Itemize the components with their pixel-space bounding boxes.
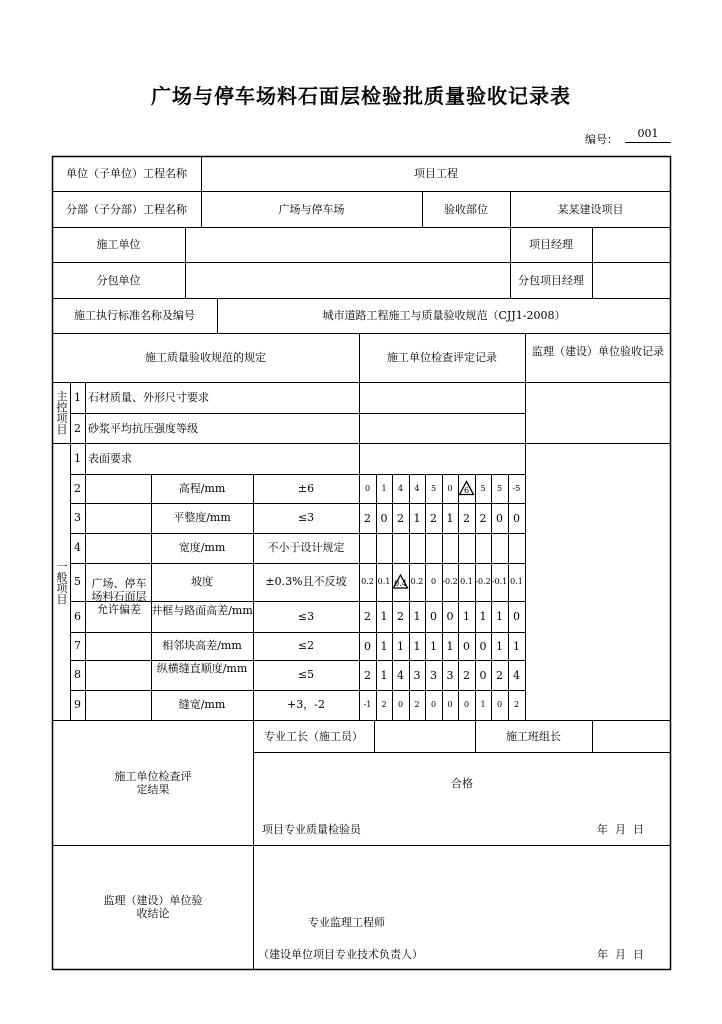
item-tolerance: ±6 (297, 481, 315, 495)
measurement-value: 5 (480, 483, 486, 493)
measurement-value: 1 (413, 639, 421, 653)
measurement-value: 4 (513, 668, 520, 682)
measurement-value: 2 (513, 700, 520, 709)
measurement-value: 2 (430, 511, 437, 525)
measurement-value: 0.2 (410, 577, 424, 586)
general-item-no: 3 (74, 511, 81, 524)
measurement-value: 1 (381, 483, 387, 493)
engineer-label: 专业监理工程师 (308, 916, 385, 929)
measurement-value: 5 (430, 483, 437, 493)
measurement-value: 0 (380, 511, 388, 525)
measurement-value: 1 (496, 610, 503, 623)
sub-project-value: 广场与停车场 (278, 203, 345, 216)
measurement-value: 1 (513, 639, 520, 653)
supervisor-conclusion-label: 监理（建设）单位验收结论 (103, 894, 203, 920)
sub-project-label: 分部（子分部）工程名称 (66, 203, 187, 216)
item-name: 平整度/mm (173, 511, 231, 524)
measurement-value: 0 (447, 700, 453, 709)
item-tolerance: ≤5 (297, 668, 315, 681)
general-item-no: 5 (74, 575, 81, 588)
measurement-value: 0 (513, 511, 520, 525)
item-name: 相邻块高差/mm (162, 639, 242, 652)
item-name: 坡度 (191, 575, 213, 588)
general-item-no: 2 (74, 481, 81, 495)
item-tolerance: +3，-2 (287, 698, 325, 711)
measurement-value: 2 (397, 610, 404, 623)
main-items-label: 主控项目 (56, 390, 68, 436)
measurement-value: 1 (397, 639, 404, 653)
measurement-value: -0.2 (475, 577, 491, 586)
general-item-no: 7 (74, 639, 81, 652)
contractor-label: 施工单位 (96, 238, 141, 251)
standard-label: 施工执行标准名称及编号 (74, 309, 195, 322)
code-label: 编号： (585, 133, 618, 146)
main-item-no-1: 1 (74, 391, 81, 404)
measurement-value: 1 (380, 668, 388, 682)
general-item-no: 6 (74, 609, 81, 623)
measurement-value: 1 (430, 639, 437, 653)
measurement-value: 0 (430, 610, 437, 623)
measurement-value: 0.1 (510, 577, 523, 586)
measurement-value: 2 (496, 668, 503, 682)
check-result-label: 施工单位检查评定结果 (114, 770, 192, 796)
measurement-value: 1 (413, 610, 421, 623)
unit-label: 单位（子单位）工程名称 (66, 167, 187, 180)
measurement-value: 1 (496, 639, 503, 653)
general-items-label: 一般项目 (56, 560, 68, 606)
measurement-value: 6 (463, 485, 470, 495)
team-leader-label: 施工班组长 (506, 730, 561, 743)
owner-label: （建设单位项目专业技术负责人） (258, 948, 423, 961)
measurement-value: 1 (479, 610, 487, 623)
page-title: 广场与停车场料石面层检验批质量验收记录表 (151, 84, 571, 108)
inspector-label: 项目专业质量检验员 (262, 823, 361, 836)
measurement-value: 2 (463, 668, 470, 682)
item-tolerance: 不小于设计规定 (267, 541, 345, 554)
measurement-value: 5 (496, 483, 503, 493)
pm-label: 项目经理 (529, 238, 573, 251)
measurement-value: 0 (479, 639, 487, 653)
main-item-text-2: 砂浆平均抗压强度等级 (88, 422, 198, 435)
measurement-value: 0 (447, 483, 453, 493)
part-label: 验收部位 (444, 203, 488, 216)
measurement-value: 1 (480, 700, 486, 709)
measurement-value: 1 (446, 511, 454, 525)
measurement-value: 0 (397, 700, 404, 709)
supervisor-date: 年 月 日 (597, 948, 644, 961)
measurement-value: 3 (446, 668, 454, 682)
measurement-value: -0.1 (491, 577, 508, 586)
measurement-value: 0 (364, 639, 371, 653)
measurement-value: -0.2 (442, 577, 458, 586)
measurement-value: 1 (463, 610, 470, 623)
general-item-text-1: 表面要求 (88, 452, 132, 465)
standard-value: 城市道路工程施工与质量验收规范（CJJ1-2008） (322, 309, 566, 322)
measurement-value: 2 (381, 700, 387, 709)
measurement-value: 0 (364, 483, 371, 493)
code-value: 001 (625, 127, 671, 143)
item-name: 井框与路面高差/mm (151, 603, 253, 617)
general-item-no-1: 1 (74, 452, 81, 465)
item-name: 宽度/mm (178, 541, 226, 554)
main-item-text-1: 石材质量、外形尺寸要求 (88, 391, 209, 404)
measurement-value: 2 (463, 511, 470, 525)
measurement-value: 2 (414, 700, 420, 709)
part-value: 某某建设项目 (557, 203, 624, 216)
inspector-date: 年 月 日 (597, 823, 644, 836)
measurement-value: 0.4 (394, 579, 407, 588)
unit-value: 项目工程 (414, 167, 458, 180)
check-result-value: 合格 (451, 777, 473, 790)
general-item-no: 8 (74, 668, 81, 681)
measurement-value: 3 (413, 668, 421, 682)
main-item-no-2: 2 (74, 422, 81, 435)
measurement-value: 2 (364, 511, 371, 525)
general-item-no: 4 (74, 541, 81, 554)
spec-header: 施工质量验收规范的规定 (145, 351, 266, 364)
measurement-value: 0 (513, 610, 520, 623)
measurement-value: 0 (430, 577, 437, 586)
measurement-value: 0 (496, 511, 503, 525)
item-tolerance: ≤3 (297, 609, 315, 623)
item-name: 高程/mm (178, 481, 226, 495)
measurement-value: 2 (479, 511, 487, 525)
measurement-value: 0 (463, 639, 470, 653)
measurement-value: 2 (397, 511, 404, 525)
measurement-value: 0.2 (361, 577, 374, 586)
measurement-value: 4 (397, 483, 404, 493)
record-header: 施工单位检查评定记录 (387, 351, 497, 364)
measurement-value: 4 (397, 668, 404, 682)
measurement-value: 1 (413, 511, 421, 525)
measurement-value: 0 (479, 668, 487, 682)
measurement-value: 0 (463, 700, 470, 709)
measurement-value: 3 (430, 668, 437, 682)
measurement-value: 1 (380, 639, 388, 653)
measurement-value: 0.1 (377, 577, 391, 586)
measurement-value: 0 (496, 700, 503, 709)
item-tolerance: ±0.3%且不反坡 (265, 575, 347, 588)
sub-pm-label: 分包项目经理 (518, 274, 584, 287)
measurement-value: 2 (364, 668, 371, 682)
measurement-value: -1 (363, 700, 372, 709)
measurement-value: 4 (414, 483, 420, 493)
item-name: 纵横缝直顺度/mm (156, 662, 248, 675)
item-name: 缝宽/mm (178, 698, 226, 711)
measurement-value: 1 (380, 610, 388, 623)
measurement-value: 2 (364, 610, 371, 623)
measurement-value: -5 (512, 483, 521, 493)
item-tolerance: ≤3 (297, 511, 315, 524)
subcontractor-label: 分包单位 (96, 274, 141, 287)
general-item-no: 9 (74, 698, 81, 711)
deviation-label: 广场、停车场料石面层允许偏差 (91, 577, 147, 616)
measurement-value: 0 (446, 610, 454, 623)
supervisor-header: 监理（建设）单位验收记录 (532, 345, 664, 358)
measurement-value: 1 (446, 639, 454, 653)
measurement-value: 0 (430, 700, 437, 709)
measurement-value: 0.1 (460, 577, 473, 586)
foreman-label: 专业工长（施工员） (264, 730, 363, 743)
item-tolerance: ≤2 (297, 639, 315, 652)
